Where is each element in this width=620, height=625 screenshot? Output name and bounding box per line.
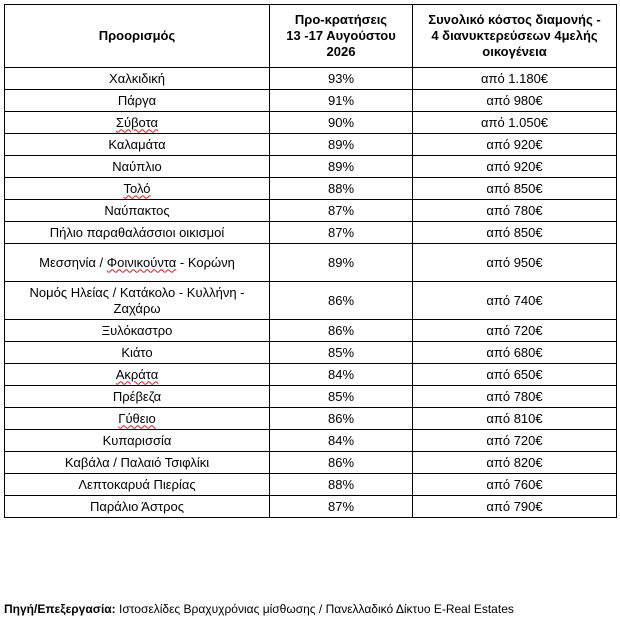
- table-row: [5, 320, 617, 342]
- cell-destination: Καβάλα / Παλαιό Τσιφλίκι: [5, 452, 270, 474]
- spellcheck-word: Ακράτα: [115, 366, 159, 382]
- table-row: [5, 134, 617, 156]
- table-row: [5, 364, 617, 386]
- source-text: Ιστοσελίδες Βραχυχρόνιας μίσθωσης / Πανελλαδικό Δίκτυο E-Real Estates: [115, 602, 514, 616]
- cell-destination: Καλαμάτα: [5, 134, 270, 156]
- cell-cost: από 650€: [413, 364, 617, 386]
- cell-destination: Κιάτο: [5, 342, 270, 364]
- cell-bookings: 86%: [270, 452, 413, 474]
- cell-destination: Πήλιο παραθαλάσσιοι οικισμοί: [5, 222, 270, 244]
- cell-cost: από 740€: [413, 282, 617, 320]
- table-row: [5, 156, 617, 178]
- cell-bookings: 84%: [270, 430, 413, 452]
- cell-destination: Πρέβεζα: [5, 386, 270, 408]
- table-row: [5, 178, 617, 200]
- cell-destination: Ναύπλιο: [5, 156, 270, 178]
- header-cost: [413, 5, 617, 68]
- table-row: [5, 474, 617, 496]
- cell-bookings: 91%: [270, 90, 413, 112]
- header-row: [5, 5, 617, 68]
- table-row: [5, 430, 617, 452]
- table-row: [5, 68, 617, 90]
- table-body: [5, 68, 617, 518]
- cell-destination: Πάργα: [5, 90, 270, 112]
- cell-cost: από 790€: [413, 496, 617, 518]
- cell-cost: από 810€: [413, 408, 617, 430]
- cell-bookings: 87%: [270, 222, 413, 244]
- cell-bookings: 89%: [270, 244, 413, 282]
- header-destination: Προορισμός: [5, 5, 270, 68]
- cell-destination: [5, 178, 270, 200]
- destinations-table: [4, 4, 617, 518]
- cell-destination: Νομός Ηλείας / Κατάκολο - Κυλλήνη - Ζαχάρω: [5, 282, 270, 320]
- table-row: [5, 452, 617, 474]
- cell-destination: Χαλκιδική: [5, 68, 270, 90]
- cell-destination: Παράλιο Άστρος: [5, 496, 270, 518]
- cell-destination: Κυπαρισσία: [5, 430, 270, 452]
- header-cost-line1: Συνολικό κόστος διαμονής -: [428, 12, 601, 27]
- table-row: [5, 112, 617, 134]
- spellcheck-word: Φοινικούντα: [106, 254, 177, 270]
- cell-bookings: 86%: [270, 282, 413, 320]
- cell-bookings: 84%: [270, 364, 413, 386]
- table-row: [5, 496, 617, 518]
- cell-destination: Ξυλόκαστρο: [5, 320, 270, 342]
- table-row: [5, 342, 617, 364]
- cell-bookings: 89%: [270, 156, 413, 178]
- cell-bookings: 86%: [270, 408, 413, 430]
- source-note: [4, 601, 514, 617]
- table-row: [5, 244, 617, 282]
- cell-cost: από 720€: [413, 430, 617, 452]
- cell-cost: από 920€: [413, 156, 617, 178]
- table-row: [5, 90, 617, 112]
- cell-destination: [5, 408, 270, 430]
- cell-destination: Ναύπακτος: [5, 200, 270, 222]
- cell-destination: Λεπτοκαρυά Πιερίας: [5, 474, 270, 496]
- table-row: [5, 408, 617, 430]
- cell-cost: από 1.050€: [413, 112, 617, 134]
- cell-bookings: 85%: [270, 342, 413, 364]
- cell-bookings: 85%: [270, 386, 413, 408]
- cell-destination: [5, 364, 270, 386]
- cell-cost: από 850€: [413, 222, 617, 244]
- cell-cost: από 1.180€: [413, 68, 617, 90]
- cell-cost: από 950€: [413, 244, 617, 282]
- table-row: [5, 222, 617, 244]
- cell-destination: Μεσσηνία / Φοινικούντα - Κορώνη: [5, 244, 270, 282]
- cell-cost: από 850€: [413, 178, 617, 200]
- spellcheck-word: Τολό: [123, 180, 151, 196]
- spellcheck-word: Γύθειο: [118, 410, 156, 426]
- source-label: Πηγή/Επεξεργασία:: [4, 602, 116, 616]
- header-cost-line2: 4 διανυκτερεύσεων 4μελής οικογένεια: [431, 28, 598, 59]
- cell-bookings: 88%: [270, 474, 413, 496]
- cell-cost: από 720€: [413, 320, 617, 342]
- cell-cost: από 680€: [413, 342, 617, 364]
- header-bookings-line2: 13 -17 Αυγούστου 2026: [286, 28, 396, 59]
- cell-cost: από 820€: [413, 452, 617, 474]
- cell-bookings: 87%: [270, 200, 413, 222]
- cell-bookings: 93%: [270, 68, 413, 90]
- cell-bookings: 90%: [270, 112, 413, 134]
- table-row: [5, 200, 617, 222]
- cell-bookings: 89%: [270, 134, 413, 156]
- spellcheck-word: Σύβοτα: [115, 114, 159, 130]
- cell-bookings: 86%: [270, 320, 413, 342]
- cell-cost: από 780€: [413, 200, 617, 222]
- cell-bookings: 88%: [270, 178, 413, 200]
- cell-cost: από 780€: [413, 386, 617, 408]
- cell-cost: από 980€: [413, 90, 617, 112]
- table-row: [5, 386, 617, 408]
- header-bookings: [270, 5, 413, 68]
- table-row: [5, 282, 617, 320]
- cell-cost: από 920€: [413, 134, 617, 156]
- cell-bookings: 87%: [270, 496, 413, 518]
- header-bookings-line1: Προ-κρατήσεις: [294, 12, 388, 27]
- cell-cost: από 760€: [413, 474, 617, 496]
- cell-destination: [5, 112, 270, 134]
- table-container: [4, 4, 616, 518]
